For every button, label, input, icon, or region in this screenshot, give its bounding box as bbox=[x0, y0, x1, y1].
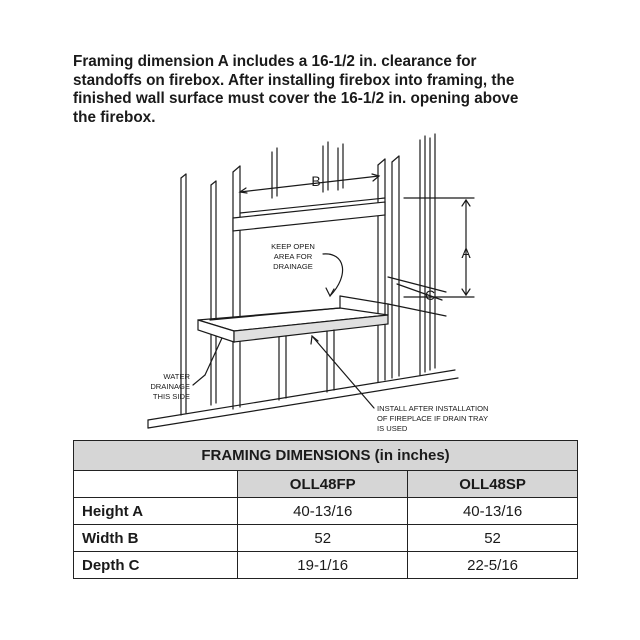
note-water-drainage bbox=[150, 372, 190, 401]
row-value: 40-13/16 bbox=[238, 498, 408, 525]
table-caption: FRAMING DIMENSIONS (in inches) bbox=[74, 441, 578, 471]
instruction-line: finished wall surface must cover the 16-1/2 in. opening above bbox=[73, 90, 519, 108]
row-label: Depth C bbox=[74, 552, 238, 579]
row-value: 22-5/16 bbox=[408, 552, 578, 579]
note-line: KEEP OPEN bbox=[271, 242, 315, 251]
dimension-a-label: A bbox=[461, 245, 471, 261]
row-value: 52 bbox=[408, 525, 578, 552]
support-studs bbox=[279, 330, 334, 400]
note-keep-open bbox=[271, 242, 315, 271]
upper-stud-stubs bbox=[272, 142, 343, 198]
note-line: IS USED bbox=[377, 424, 408, 433]
model-header: OLL48FP bbox=[238, 471, 408, 498]
right-wall-studs bbox=[420, 134, 435, 375]
row-value: 52 bbox=[238, 525, 408, 552]
table-header-row bbox=[74, 471, 578, 498]
note-line: WATER bbox=[163, 372, 190, 381]
row-value: 19-1/16 bbox=[238, 552, 408, 579]
table-caption-row bbox=[74, 441, 578, 471]
platform bbox=[198, 296, 388, 342]
dimension-b-label: B bbox=[311, 173, 321, 189]
instruction-line: the firebox. bbox=[73, 108, 156, 126]
framing-dimensions-table bbox=[73, 440, 578, 579]
note-line: INSTALL AFTER INSTALLATION bbox=[377, 404, 489, 413]
instruction-line: Framing dimension A includes a 16-1/2 in. clearance for bbox=[73, 53, 477, 70]
dimension-b-line bbox=[240, 174, 379, 193]
model-header: OLL48SP bbox=[408, 471, 578, 498]
instruction-line: standoffs on firebox. After installing firebox into framing, the bbox=[73, 71, 515, 89]
note-line: THIS SIDE bbox=[152, 392, 190, 401]
note-line: OF FIREPLACE IF DRAIN TRAY bbox=[377, 414, 489, 423]
header-beam bbox=[233, 198, 385, 231]
note-line: DRAINAGE bbox=[150, 382, 190, 391]
header-blank-cell bbox=[74, 471, 238, 498]
opening-studs bbox=[233, 156, 399, 409]
note-line: DRAINAGE bbox=[273, 262, 313, 271]
table-row bbox=[74, 552, 578, 579]
table-row bbox=[74, 525, 578, 552]
table-row bbox=[74, 498, 578, 525]
row-label: Height A bbox=[74, 498, 238, 525]
row-value: 40-13/16 bbox=[408, 498, 578, 525]
row-label: Width B bbox=[74, 525, 238, 552]
note-install-after bbox=[377, 404, 489, 433]
dimension-c-label: C bbox=[424, 287, 436, 303]
note-line: AREA FOR bbox=[273, 252, 313, 261]
